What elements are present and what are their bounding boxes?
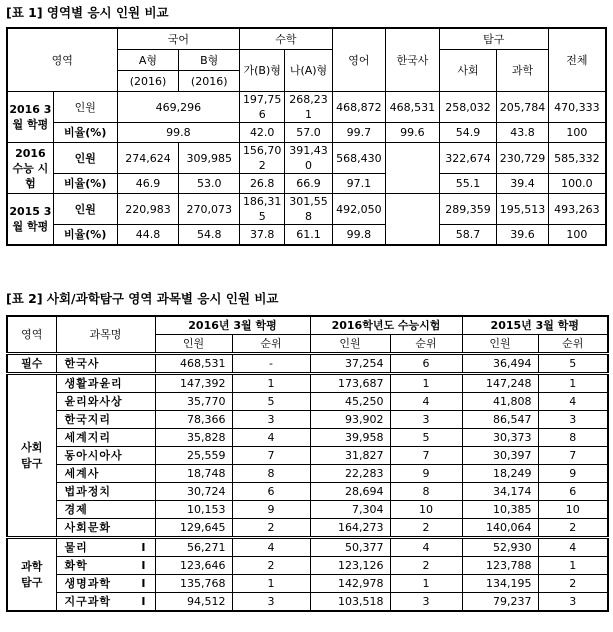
- inquiry-header: 탐구: [439, 28, 548, 50]
- rank-cell: 2: [538, 519, 608, 538]
- count-cell: 25,559: [155, 447, 232, 465]
- rank-cell: 2: [232, 519, 310, 538]
- korean-header: 국어: [117, 28, 239, 50]
- rank-cell: 7: [538, 447, 608, 465]
- math-na-header: 나(A)형: [285, 50, 332, 92]
- count-cell: 123,788: [462, 557, 538, 575]
- subject-header: 과목명: [56, 316, 155, 354]
- table-row: [7, 538, 608, 557]
- subject-name: 경제: [56, 501, 155, 519]
- math-na-cell: 301,558: [285, 194, 332, 225]
- subject-name: 윤리와사상: [56, 393, 155, 411]
- math-ga-cell: 37.8: [240, 225, 285, 246]
- count-cell: 50,377: [310, 538, 390, 557]
- count-cell: 31,827: [310, 447, 390, 465]
- korean-a-cell: 220,983: [117, 194, 179, 225]
- rank-cell: -: [232, 354, 310, 374]
- subject-name: 사회문화: [56, 519, 155, 538]
- rank-cell: 9: [232, 501, 310, 519]
- korean-b-cell: 54.8: [179, 225, 240, 246]
- count-header: 인원: [462, 335, 538, 354]
- exam-area-table: [6, 27, 607, 246]
- count-cell: 35,828: [155, 429, 232, 447]
- math-na-cell: 66.9: [285, 174, 332, 194]
- table-row: [7, 374, 608, 393]
- subject-name: 한국사: [56, 354, 155, 374]
- total-cell: 493,263: [548, 194, 606, 225]
- count-cell: 37,254: [310, 354, 390, 374]
- science-cell: 195,513: [497, 194, 548, 225]
- count-cell: 164,273: [310, 519, 390, 538]
- count-cell: 10,153: [155, 501, 232, 519]
- count-cell: 147,392: [155, 374, 232, 393]
- math-ga-cell: 186,315: [240, 194, 285, 225]
- count-cell: 10,385: [462, 501, 538, 519]
- korean-b-cell: 309,985: [179, 143, 240, 174]
- english-cell: 492,050: [332, 194, 386, 225]
- count-cell: 173,687: [310, 374, 390, 393]
- social-cell: 55.1: [439, 174, 497, 194]
- table2-header-row-1: [7, 316, 608, 335]
- korean-a-cell: 44.8: [117, 225, 179, 246]
- count-cell: 468,531: [155, 354, 232, 374]
- total-cell: 100.0: [548, 174, 606, 194]
- math-ga-cell: 26.8: [240, 174, 285, 194]
- table-row: [7, 123, 606, 143]
- subject-name: 생활과윤리: [56, 374, 155, 393]
- count-cell: 123,646: [155, 557, 232, 575]
- count-cell: 86,547: [462, 411, 538, 429]
- korean-a-header: A형: [117, 50, 179, 71]
- history-cell: [386, 143, 440, 194]
- rank-cell: 4: [232, 538, 310, 557]
- rank-cell: 3: [232, 593, 310, 612]
- korean-b-cell: 53.0: [179, 174, 240, 194]
- col-2016-csat-header: 2016학년도 수능시험: [310, 316, 462, 335]
- history-cell: 99.6: [386, 123, 440, 143]
- rank-cell: 4: [232, 429, 310, 447]
- math-header: 수학: [240, 28, 333, 50]
- korean-cell: 99.8: [117, 123, 239, 143]
- math-na-cell: 391,430: [285, 143, 332, 174]
- rank-cell: 6: [538, 483, 608, 501]
- table-row: [7, 174, 606, 194]
- social-header: 사회: [439, 50, 497, 92]
- english-cell: 468,872: [332, 92, 386, 123]
- table-row: [7, 483, 608, 501]
- rank-cell: 8: [232, 465, 310, 483]
- math-ga-cell: 197,756: [240, 92, 285, 123]
- rank-cell: 5: [538, 354, 608, 374]
- rank-cell: 1: [390, 575, 462, 593]
- table1-title: [표 1] 영역별 응시 인원 비교: [6, 5, 169, 20]
- rank-cell: 2: [390, 557, 462, 575]
- count-header: 인원: [310, 335, 390, 354]
- korean-a-cell: 274,624: [117, 143, 179, 174]
- count-cell: 30,724: [155, 483, 232, 501]
- count-cell: 56,271: [155, 538, 232, 557]
- table-row: [7, 519, 608, 538]
- rank-cell: 3: [538, 411, 608, 429]
- count-cell: 140,064: [462, 519, 538, 538]
- english-header: 영어: [332, 28, 386, 92]
- rank-cell: 9: [538, 465, 608, 483]
- korean-b-year: (2016): [179, 71, 240, 92]
- rank-cell: 4: [390, 538, 462, 557]
- table-row: [7, 557, 608, 575]
- count-cell: 78,366: [155, 411, 232, 429]
- table-row: [7, 225, 606, 246]
- table2-title: [표 2] 사회/과학탐구 영역 과목별 응시 인원 비교: [6, 291, 279, 306]
- subject-name: 법과정치: [56, 483, 155, 501]
- rank-cell: 8: [390, 483, 462, 501]
- rank-cell: 3: [390, 411, 462, 429]
- rank-cell: 2: [390, 519, 462, 538]
- subject-table-body: [7, 354, 608, 612]
- table-row: [7, 411, 608, 429]
- subject-name: 세계지리: [56, 429, 155, 447]
- table-row: [7, 447, 608, 465]
- total-cell: 100: [548, 123, 606, 143]
- rank-cell: 1: [232, 374, 310, 393]
- rank-header: 순위: [390, 335, 462, 354]
- count-cell: 41,808: [462, 393, 538, 411]
- rank-cell: 1: [390, 374, 462, 393]
- total-cell: 100: [548, 225, 606, 246]
- subject-name: 한국지리: [56, 411, 155, 429]
- korean-cell: 469,296: [117, 92, 239, 123]
- english-cell: 99.8: [332, 225, 386, 246]
- rank-cell: 7: [390, 447, 462, 465]
- row-label: 비율(%): [53, 174, 117, 194]
- rank-cell: 1: [538, 557, 608, 575]
- math-na-cell: 61.1: [285, 225, 332, 246]
- rank-cell: 10: [538, 501, 608, 519]
- count-cell: 22,283: [310, 465, 390, 483]
- table-row: [7, 465, 608, 483]
- count-cell: 147,248: [462, 374, 538, 393]
- table-row: [7, 501, 608, 519]
- science-cell: 43.8: [497, 123, 548, 143]
- area-header: 영역: [7, 28, 117, 92]
- rank-cell: 4: [390, 393, 462, 411]
- social-cell: 54.9: [439, 123, 497, 143]
- science-cell: 205,784: [497, 92, 548, 123]
- subject-name: 지구과학 I: [56, 593, 155, 612]
- row-label: 비율(%): [53, 123, 117, 143]
- table-row: [7, 354, 608, 374]
- row-label: 인원: [53, 92, 117, 123]
- table-row: [7, 575, 608, 593]
- rank-cell: 4: [538, 393, 608, 411]
- count-cell: 34,174: [462, 483, 538, 501]
- area-header: 영역: [7, 316, 56, 354]
- rank-cell: 10: [390, 501, 462, 519]
- count-cell: 39,958: [310, 429, 390, 447]
- math-ga-header: 가(B)형: [240, 50, 285, 92]
- table-row: [7, 429, 608, 447]
- subject-name: 물리 I: [56, 538, 155, 557]
- row-label: 인원: [53, 143, 117, 174]
- rank-cell: 5: [390, 429, 462, 447]
- table-row: [7, 194, 606, 225]
- social-cell: 58.7: [439, 225, 497, 246]
- science-cell: 230,729: [497, 143, 548, 174]
- count-cell: 7,304: [310, 501, 390, 519]
- count-cell: 134,195: [462, 575, 538, 593]
- table-row: [7, 593, 608, 612]
- count-cell: 135,768: [155, 575, 232, 593]
- col-2015-march-header: 2015년 3월 학평: [462, 316, 608, 335]
- total-cell: 470,333: [548, 92, 606, 123]
- count-cell: 30,373: [462, 429, 538, 447]
- english-cell: 99.7: [332, 123, 386, 143]
- subject-table: [6, 315, 609, 612]
- count-cell: 142,978: [310, 575, 390, 593]
- math-na-cell: 57.0: [285, 123, 332, 143]
- group-label: 필수: [7, 354, 56, 374]
- social-cell: 258,032: [439, 92, 497, 123]
- korean-b-cell: 270,073: [179, 194, 240, 225]
- rank-cell: 1: [538, 374, 608, 393]
- rank-cell: 6: [232, 483, 310, 501]
- rank-cell: 9: [390, 465, 462, 483]
- count-cell: 79,237: [462, 593, 538, 612]
- social-cell: 289,359: [439, 194, 497, 225]
- history-header: 한국사: [386, 28, 440, 92]
- count-cell: 18,748: [155, 465, 232, 483]
- group-label: 과학탐구: [7, 538, 56, 612]
- rank-cell: 6: [390, 354, 462, 374]
- rank-cell: 8: [538, 429, 608, 447]
- count-cell: 103,518: [310, 593, 390, 612]
- count-cell: 36,494: [462, 354, 538, 374]
- group-label: 2016 수능 시험: [7, 143, 53, 194]
- science-header: 과학: [497, 50, 548, 92]
- rank-cell: 2: [538, 575, 608, 593]
- korean-a-year: (2016): [117, 71, 179, 92]
- rank-header: 순위: [232, 335, 310, 354]
- science-cell: 39.6: [497, 225, 548, 246]
- rank-header: 순위: [538, 335, 608, 354]
- rank-cell: 3: [538, 593, 608, 612]
- count-cell: 52,930: [462, 538, 538, 557]
- korean-a-cell: 46.9: [117, 174, 179, 194]
- group-label: 사회탐구: [7, 374, 56, 538]
- english-cell: 97.1: [332, 174, 386, 194]
- table-row: [7, 393, 608, 411]
- count-cell: 45,250: [310, 393, 390, 411]
- rank-cell: 7: [232, 447, 310, 465]
- science-cell: 39.4: [497, 174, 548, 194]
- total-cell: 585,332: [548, 143, 606, 174]
- table-row: [7, 92, 606, 123]
- subject-name: 동아시아사: [56, 447, 155, 465]
- count-cell: 123,126: [310, 557, 390, 575]
- english-cell: 568,430: [332, 143, 386, 174]
- subject-name: 생명과학 I: [56, 575, 155, 593]
- rank-cell: 3: [232, 411, 310, 429]
- count-cell: 28,694: [310, 483, 390, 501]
- col-2016-march-header: 2016년 3월 학평: [155, 316, 310, 335]
- subject-name: 화학 I: [56, 557, 155, 575]
- social-cell: 322,674: [439, 143, 497, 174]
- math-ga-cell: 42.0: [240, 123, 285, 143]
- group-label: 2016 3월 학평: [7, 92, 53, 143]
- row-label: 인원: [53, 194, 117, 225]
- rank-cell: 1: [232, 575, 310, 593]
- rank-cell: 4: [538, 538, 608, 557]
- count-cell: 93,902: [310, 411, 390, 429]
- table-row: [7, 143, 606, 174]
- group-label: 2015 3월 학평: [7, 194, 53, 246]
- count-cell: 35,770: [155, 393, 232, 411]
- math-ga-cell: 156,702: [240, 143, 285, 174]
- table1-header-row-1: [7, 28, 606, 50]
- history-cell: [386, 194, 440, 246]
- count-header: 인원: [155, 335, 232, 354]
- count-cell: 94,512: [155, 593, 232, 612]
- rank-cell: 5: [232, 393, 310, 411]
- count-cell: 30,397: [462, 447, 538, 465]
- total-header: 전체: [548, 28, 606, 92]
- korean-b-header: B형: [179, 50, 240, 71]
- subject-name: 세계사: [56, 465, 155, 483]
- rank-cell: 3: [390, 593, 462, 612]
- rank-cell: 2: [232, 557, 310, 575]
- count-cell: 129,645: [155, 519, 232, 538]
- count-cell: 18,249: [462, 465, 538, 483]
- history-cell: 468,531: [386, 92, 440, 123]
- row-label: 비율(%): [53, 225, 117, 246]
- math-na-cell: 268,231: [285, 92, 332, 123]
